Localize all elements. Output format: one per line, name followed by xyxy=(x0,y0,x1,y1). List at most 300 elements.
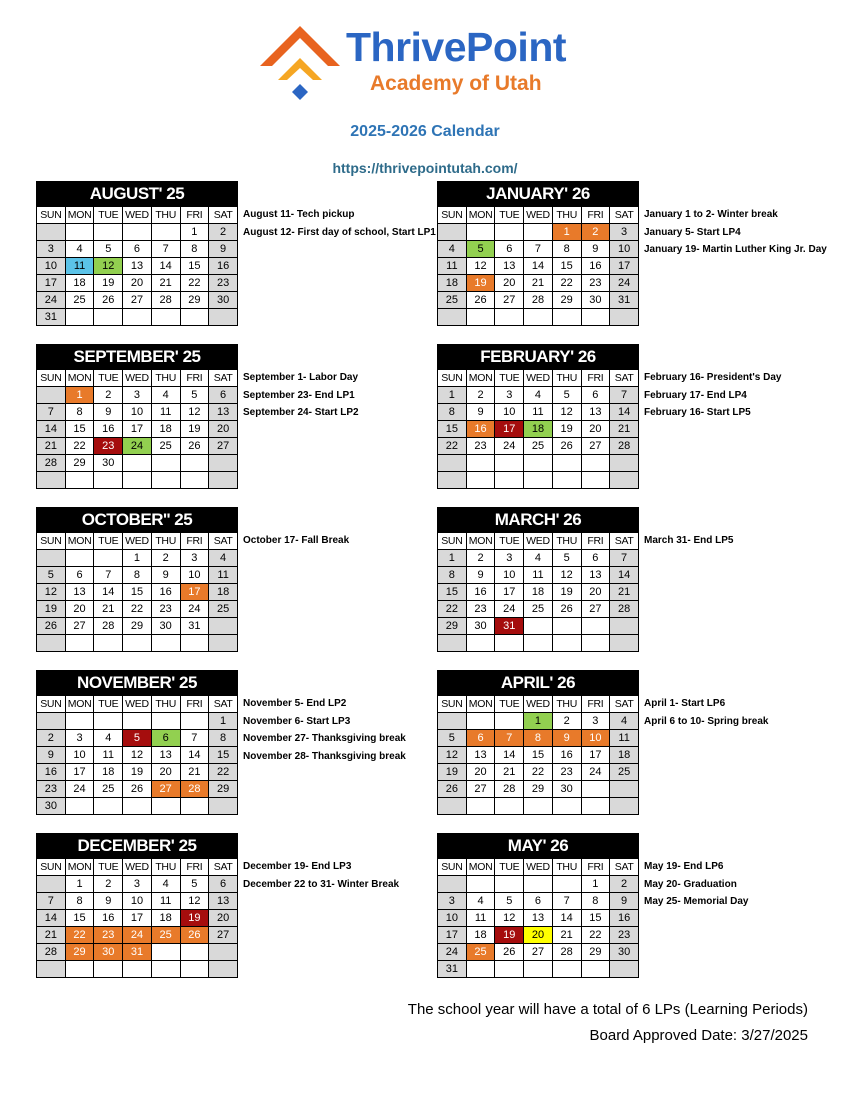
week-row xyxy=(438,781,639,798)
week-row xyxy=(37,224,238,241)
day-cell: 30 xyxy=(610,944,639,961)
house-chevron-icon xyxy=(258,22,346,110)
weekday-label: TUE xyxy=(94,859,123,876)
day-cell: 23 xyxy=(552,764,581,781)
day-cell: 18 xyxy=(524,421,553,438)
month-calendar xyxy=(437,833,639,978)
day-cell: 7 xyxy=(495,730,524,747)
empty-cell xyxy=(495,713,524,730)
weekday-label: MON xyxy=(466,859,495,876)
website-link[interactable]: https://thrivepointutah.com/ xyxy=(332,160,518,176)
day-cell: 26 xyxy=(552,601,581,618)
day-cell: 23 xyxy=(94,927,123,944)
day-cell: 28 xyxy=(37,455,66,472)
week-row xyxy=(37,292,238,309)
empty-cell xyxy=(466,455,495,472)
day-cell: 2 xyxy=(94,876,123,893)
day-cell: 27 xyxy=(495,292,524,309)
week-row xyxy=(37,961,238,978)
weekday-label: THU xyxy=(552,370,581,387)
day-cell: 19 xyxy=(94,275,123,292)
day-cell: 14 xyxy=(552,910,581,927)
week-row xyxy=(438,567,639,584)
day-cell: 10 xyxy=(495,404,524,421)
weekday-label: FRI xyxy=(180,696,209,713)
weekday-label: TUE xyxy=(495,533,524,550)
day-cell: 4 xyxy=(610,713,639,730)
week-row xyxy=(438,275,639,292)
month-notes xyxy=(243,532,443,550)
empty-cell xyxy=(37,224,66,241)
weekday-label: WED xyxy=(123,859,152,876)
day-cell: 26 xyxy=(466,292,495,309)
empty-cell xyxy=(581,798,610,815)
day-cell: 23 xyxy=(610,927,639,944)
weekday-label: MON xyxy=(466,533,495,550)
week-row xyxy=(438,438,639,455)
month-title: NOVEMBER' 25 xyxy=(36,670,238,695)
weekday-label: THU xyxy=(151,533,180,550)
day-cell: 6 xyxy=(65,567,94,584)
day-cell: 7 xyxy=(94,567,123,584)
day-cell: 8 xyxy=(438,404,467,421)
day-cell: 16 xyxy=(94,910,123,927)
weekday-label: THU xyxy=(552,696,581,713)
empty-cell xyxy=(610,309,639,326)
week-row xyxy=(37,309,238,326)
day-cell: 12 xyxy=(552,567,581,584)
week-row xyxy=(438,550,639,567)
day-cell: 15 xyxy=(65,421,94,438)
day-cell: 18 xyxy=(610,747,639,764)
day-cell: 8 xyxy=(581,893,610,910)
day-cell: 26 xyxy=(438,781,467,798)
event-note: January 5- Start LP4 xyxy=(644,226,741,238)
week-row xyxy=(438,455,639,472)
empty-cell xyxy=(524,798,553,815)
day-cell: 8 xyxy=(65,893,94,910)
day-cell: 31 xyxy=(610,292,639,309)
day-cell: 17 xyxy=(495,421,524,438)
event-note: May 25- Memorial Day xyxy=(644,896,749,907)
day-cell: 3 xyxy=(123,387,152,404)
weekday-label: TUE xyxy=(495,207,524,224)
day-cell: 10 xyxy=(37,258,66,275)
empty-cell xyxy=(466,961,495,978)
empty-cell xyxy=(151,309,180,326)
day-cell: 18 xyxy=(466,927,495,944)
day-cell: 4 xyxy=(151,876,180,893)
day-cell: 26 xyxy=(94,292,123,309)
weekday-label: WED xyxy=(123,533,152,550)
empty-cell xyxy=(581,618,610,635)
day-cell: 21 xyxy=(37,438,66,455)
day-cell: 25 xyxy=(524,601,553,618)
weekday-label: MON xyxy=(65,859,94,876)
day-cell: 22 xyxy=(65,438,94,455)
event-note: November 6- Start LP3 xyxy=(243,715,351,727)
day-cell: 31 xyxy=(123,944,152,961)
week-row xyxy=(37,455,238,472)
day-cell: 10 xyxy=(65,747,94,764)
day-cell: 9 xyxy=(94,893,123,910)
day-cell: 7 xyxy=(37,893,66,910)
day-cell: 26 xyxy=(180,438,209,455)
empty-cell xyxy=(524,635,553,652)
weekday-label: SAT xyxy=(610,859,639,876)
day-cell: 9 xyxy=(151,567,180,584)
month-title: APRIL' 26 xyxy=(437,670,639,695)
month-calendar xyxy=(36,344,238,489)
weekday-label: SAT xyxy=(209,370,238,387)
week-row xyxy=(37,910,238,927)
day-cell: 11 xyxy=(466,910,495,927)
day-cell: 10 xyxy=(123,404,152,421)
empty-cell xyxy=(524,876,553,893)
empty-cell xyxy=(495,309,524,326)
weekday-label: MON xyxy=(65,370,94,387)
week-row xyxy=(438,387,639,404)
month-notes xyxy=(243,369,443,422)
day-cell: 10 xyxy=(581,730,610,747)
empty-cell xyxy=(466,876,495,893)
week-row xyxy=(438,713,639,730)
day-cell: 25 xyxy=(524,438,553,455)
day-cell: 30 xyxy=(151,618,180,635)
day-cell: 13 xyxy=(151,747,180,764)
empty-cell xyxy=(209,944,238,961)
month-title: AUGUST' 25 xyxy=(36,181,238,206)
weekday-label: SUN xyxy=(37,370,66,387)
empty-cell xyxy=(65,309,94,326)
empty-cell xyxy=(495,635,524,652)
day-cell: 2 xyxy=(94,387,123,404)
day-cell: 13 xyxy=(209,893,238,910)
day-cell: 26 xyxy=(123,781,152,798)
empty-cell xyxy=(610,635,639,652)
day-cell: 5 xyxy=(495,893,524,910)
day-cell: 19 xyxy=(552,421,581,438)
day-cell: 22 xyxy=(581,927,610,944)
empty-cell xyxy=(610,798,639,815)
week-row xyxy=(37,944,238,961)
empty-cell xyxy=(180,455,209,472)
week-row xyxy=(37,618,238,635)
day-cell: 21 xyxy=(180,764,209,781)
day-cell: 16 xyxy=(552,747,581,764)
week-row xyxy=(37,635,238,652)
day-cell: 27 xyxy=(524,944,553,961)
weekday-label: MON xyxy=(65,207,94,224)
week-row xyxy=(438,618,639,635)
empty-cell xyxy=(610,618,639,635)
week-row xyxy=(438,472,639,489)
event-note: November 28- Thanksgiving break xyxy=(243,750,406,762)
day-cell: 12 xyxy=(123,747,152,764)
week-row xyxy=(37,713,238,730)
empty-cell xyxy=(524,472,553,489)
day-cell: 25 xyxy=(209,601,238,618)
day-cell: 27 xyxy=(209,438,238,455)
month-notes xyxy=(644,369,844,422)
day-cell: 26 xyxy=(552,438,581,455)
day-cell: 21 xyxy=(610,421,639,438)
weekday-label: TUE xyxy=(495,859,524,876)
month-calendar xyxy=(437,670,639,815)
event-note: May 20- Graduation xyxy=(644,878,737,890)
event-note: December 19- End LP3 xyxy=(243,861,352,872)
day-cell: 25 xyxy=(94,781,123,798)
month-notes xyxy=(644,858,844,911)
day-cell: 6 xyxy=(209,387,238,404)
weekday-label: THU xyxy=(552,533,581,550)
event-note: February 17- End LP4 xyxy=(644,389,747,401)
day-cell: 23 xyxy=(466,601,495,618)
board-approved-date: Board Approved Date: 3/27/2025 xyxy=(589,1027,808,1044)
month-grid xyxy=(437,532,639,652)
day-cell: 25 xyxy=(466,944,495,961)
day-cell: 8 xyxy=(123,567,152,584)
empty-cell xyxy=(524,224,553,241)
day-cell: 27 xyxy=(123,292,152,309)
month-grid xyxy=(36,369,238,489)
weekday-header-row xyxy=(438,696,639,713)
month-grid xyxy=(36,695,238,815)
empty-cell xyxy=(581,781,610,798)
day-cell: 4 xyxy=(524,387,553,404)
weekday-label: WED xyxy=(123,207,152,224)
empty-cell xyxy=(65,635,94,652)
empty-cell xyxy=(209,798,238,815)
day-cell: 29 xyxy=(123,618,152,635)
empty-cell xyxy=(610,961,639,978)
empty-cell xyxy=(495,798,524,815)
weekday-header-row xyxy=(37,533,238,550)
weekday-label: SUN xyxy=(438,533,467,550)
weekday-label: WED xyxy=(524,696,553,713)
empty-cell xyxy=(610,472,639,489)
day-cell: 30 xyxy=(466,618,495,635)
logo-subtitle: Academy of Utah xyxy=(370,72,542,95)
day-cell: 17 xyxy=(180,584,209,601)
day-cell: 13 xyxy=(581,404,610,421)
day-cell: 9 xyxy=(94,404,123,421)
day-cell: 14 xyxy=(495,747,524,764)
day-cell: 22 xyxy=(552,275,581,292)
week-row xyxy=(438,635,639,652)
weekday-label: THU xyxy=(151,696,180,713)
week-row xyxy=(438,876,639,893)
day-cell: 7 xyxy=(151,241,180,258)
event-note: November 5- End LP2 xyxy=(243,698,347,709)
month-calendar xyxy=(36,181,238,326)
empty-cell xyxy=(37,472,66,489)
day-cell: 23 xyxy=(581,275,610,292)
day-cell: 1 xyxy=(180,224,209,241)
day-cell: 18 xyxy=(438,275,467,292)
day-cell: 30 xyxy=(94,944,123,961)
empty-cell xyxy=(151,472,180,489)
day-cell: 4 xyxy=(65,241,94,258)
event-note: September 24- Start LP2 xyxy=(243,407,359,418)
weekday-label: FRI xyxy=(180,207,209,224)
day-cell: 8 xyxy=(180,241,209,258)
day-cell: 17 xyxy=(123,421,152,438)
week-row xyxy=(438,404,639,421)
day-cell: 20 xyxy=(65,601,94,618)
day-cell: 16 xyxy=(466,421,495,438)
week-row xyxy=(37,404,238,421)
day-cell: 7 xyxy=(610,387,639,404)
day-cell: 5 xyxy=(552,550,581,567)
empty-cell xyxy=(209,961,238,978)
empty-cell xyxy=(581,309,610,326)
day-cell: 12 xyxy=(466,258,495,275)
day-cell: 23 xyxy=(209,275,238,292)
day-cell: 1 xyxy=(524,713,553,730)
week-row xyxy=(438,798,639,815)
day-cell: 7 xyxy=(180,730,209,747)
weekday-label: FRI xyxy=(581,533,610,550)
day-cell: 22 xyxy=(438,438,467,455)
day-cell: 4 xyxy=(94,730,123,747)
day-cell: 22 xyxy=(180,275,209,292)
day-cell: 16 xyxy=(94,421,123,438)
day-cell: 5 xyxy=(37,567,66,584)
empty-cell xyxy=(438,713,467,730)
weekday-label: SAT xyxy=(209,207,238,224)
day-cell: 13 xyxy=(123,258,152,275)
day-cell: 17 xyxy=(495,584,524,601)
day-cell: 28 xyxy=(552,944,581,961)
day-cell: 2 xyxy=(466,550,495,567)
day-cell: 13 xyxy=(65,584,94,601)
week-row xyxy=(438,584,639,601)
weekday-header-row xyxy=(438,533,639,550)
day-cell: 11 xyxy=(524,404,553,421)
day-cell: 1 xyxy=(209,713,238,730)
empty-cell xyxy=(552,309,581,326)
weekday-label: SUN xyxy=(438,207,467,224)
month-title: FEBRUARY' 26 xyxy=(437,344,639,369)
empty-cell xyxy=(37,387,66,404)
weekday-label: WED xyxy=(524,207,553,224)
empty-cell xyxy=(123,472,152,489)
day-cell: 6 xyxy=(581,550,610,567)
month-title: OCTOBER'' 25 xyxy=(36,507,238,532)
empty-cell xyxy=(94,798,123,815)
day-cell: 30 xyxy=(94,455,123,472)
empty-cell xyxy=(466,635,495,652)
day-cell: 6 xyxy=(495,241,524,258)
empty-cell xyxy=(466,309,495,326)
day-cell: 2 xyxy=(37,730,66,747)
day-cell: 6 xyxy=(524,893,553,910)
day-cell: 6 xyxy=(123,241,152,258)
day-cell: 2 xyxy=(209,224,238,241)
day-cell: 28 xyxy=(524,292,553,309)
day-cell: 12 xyxy=(94,258,123,275)
day-cell: 2 xyxy=(466,387,495,404)
week-row xyxy=(37,730,238,747)
weekday-label: FRI xyxy=(581,370,610,387)
empty-cell xyxy=(37,550,66,567)
empty-cell xyxy=(37,713,66,730)
empty-cell xyxy=(495,224,524,241)
empty-cell xyxy=(65,472,94,489)
day-cell: 23 xyxy=(466,438,495,455)
day-cell: 20 xyxy=(524,927,553,944)
empty-cell xyxy=(524,455,553,472)
empty-cell xyxy=(180,713,209,730)
week-row xyxy=(438,730,639,747)
day-cell: 18 xyxy=(209,584,238,601)
weekday-header-row xyxy=(438,859,639,876)
weekday-label: TUE xyxy=(495,370,524,387)
week-row xyxy=(438,421,639,438)
day-cell: 8 xyxy=(524,730,553,747)
month-grid xyxy=(36,858,238,978)
empty-cell xyxy=(123,455,152,472)
day-cell: 6 xyxy=(581,387,610,404)
day-cell: 21 xyxy=(151,275,180,292)
event-note: January 19- Martin Luther King Jr. Day xyxy=(644,244,827,255)
day-cell: 7 xyxy=(37,404,66,421)
weekday-label: MON xyxy=(65,533,94,550)
day-cell: 21 xyxy=(495,764,524,781)
empty-cell xyxy=(552,618,581,635)
day-cell: 9 xyxy=(37,747,66,764)
empty-cell xyxy=(438,876,467,893)
day-cell: 18 xyxy=(151,910,180,927)
empty-cell xyxy=(65,713,94,730)
empty-cell xyxy=(581,455,610,472)
day-cell: 10 xyxy=(610,241,639,258)
week-row xyxy=(37,798,238,815)
weekday-header-row xyxy=(37,696,238,713)
week-row xyxy=(37,601,238,618)
empty-cell xyxy=(94,224,123,241)
empty-cell xyxy=(123,309,152,326)
day-cell: 23 xyxy=(94,438,123,455)
day-cell: 4 xyxy=(524,550,553,567)
day-cell: 3 xyxy=(438,893,467,910)
empty-cell xyxy=(438,309,467,326)
empty-cell xyxy=(37,961,66,978)
empty-cell xyxy=(180,798,209,815)
week-row xyxy=(438,258,639,275)
day-cell: 21 xyxy=(610,584,639,601)
empty-cell xyxy=(209,472,238,489)
day-cell: 26 xyxy=(180,927,209,944)
day-cell: 22 xyxy=(209,764,238,781)
day-cell: 19 xyxy=(552,584,581,601)
empty-cell xyxy=(552,472,581,489)
weekday-header-row xyxy=(37,370,238,387)
day-cell: 12 xyxy=(552,404,581,421)
day-cell: 31 xyxy=(37,309,66,326)
weekday-label: FRI xyxy=(581,696,610,713)
day-cell: 2 xyxy=(581,224,610,241)
weekday-label: WED xyxy=(524,370,553,387)
empty-cell xyxy=(151,944,180,961)
day-cell: 15 xyxy=(438,584,467,601)
day-cell: 14 xyxy=(37,421,66,438)
weekday-header-row xyxy=(438,207,639,224)
day-cell: 3 xyxy=(610,224,639,241)
weekday-label: SUN xyxy=(438,370,467,387)
day-cell: 25 xyxy=(438,292,467,309)
